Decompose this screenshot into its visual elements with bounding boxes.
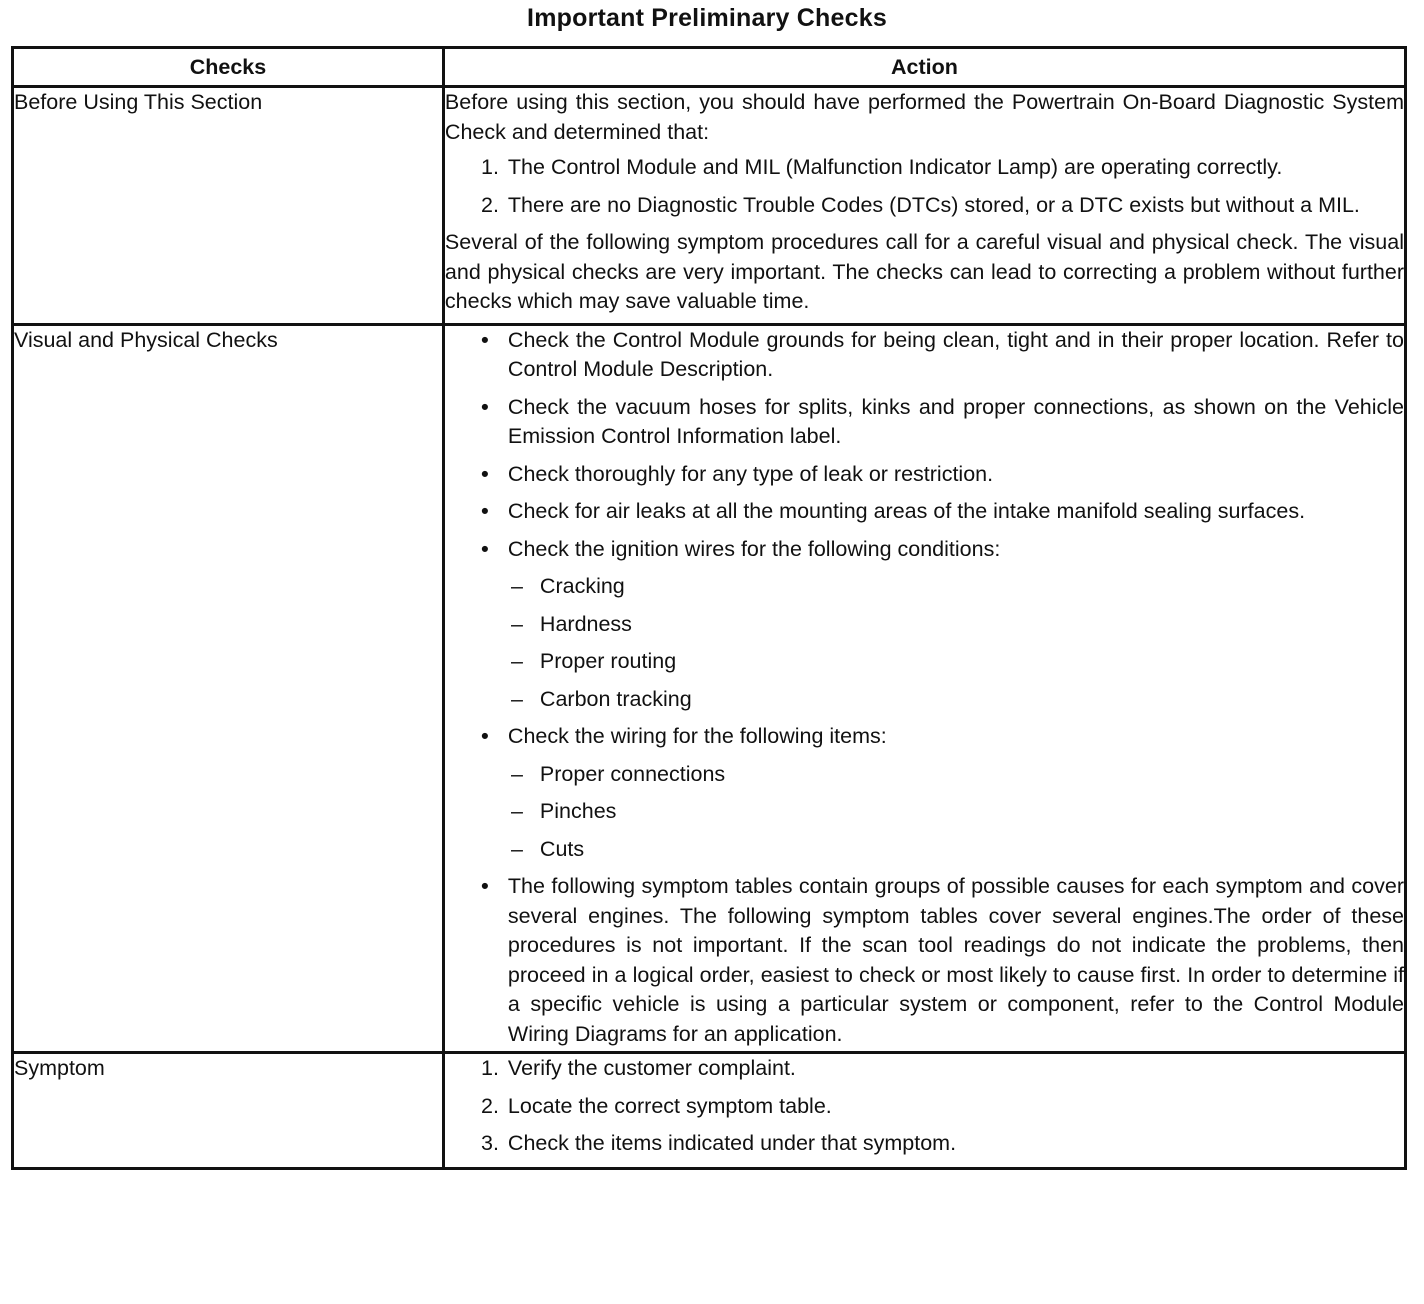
list-item [445,872,1404,1049]
list-item [445,835,1404,865]
step-text: Check the items indicated under that symptom. [507,1131,957,1155]
list-item [445,685,1404,715]
ignition-conditions-list [445,572,1404,714]
list-item [445,460,1404,490]
list-item [445,760,1404,790]
dash-icon: – [510,686,523,711]
bullet-text: Check the Control Module grounds for being clean, tight and in their proper location. Refer to Control Module Description. [507,327,1404,381]
list-item [445,1129,1404,1159]
step-number: 2. [480,192,499,217]
step-number: 1. [480,155,499,179]
bullet-icon: • [481,499,489,523]
outro-paragraph: Several of the following symptom procedures call for a careful visual and physical check. The visual and physical checks are very important. The checks can lead to correcting a problem without further checks which may save valuable time. [444,230,1404,313]
bullet-list [445,722,1404,752]
list-item [445,535,1404,565]
list-item [445,153,1404,183]
header-row [13,48,1406,87]
list-item [445,497,1404,527]
header-checks: Checks [13,48,444,87]
bullet-text: The following symptom tables contain groups of possible causes for each symptom and cover several engines. The following symptom tables cover several engines.The order of these procedures is not important. If the scan tool readings do not indicate the problems, then proceed in a logical order, easiest to check or most likely to cause first. In order to determine if a specific vehicle is using a particular system or component, refer to the Control Module Wiring Diagrams for an application. [507,874,1404,1046]
step-number: 3. [480,1131,499,1155]
step-number: 1. [480,1056,499,1080]
preliminary-checks-table [11,46,1407,1170]
condition-text: Cracking [539,574,625,598]
dash-icon: – [510,761,523,786]
table-row-before-using [13,87,1406,325]
list-item [445,797,1404,827]
bullet-text: Check the wiring for the following items: [507,724,887,748]
table-row-visual-physical [13,324,1406,1053]
step-number: 2. [480,1093,499,1118]
header-action: Action [443,48,1405,87]
dash-icon: – [510,611,523,636]
dash-icon: – [510,649,523,673]
bullet-icon: • [481,394,489,419]
dash-icon: – [510,799,523,823]
bullet-icon: • [481,874,489,898]
list-item [445,572,1404,602]
check-cell: Symptom [13,1053,444,1169]
dash-icon: – [510,836,523,861]
action-cell [443,87,1405,325]
condition-text: Proper routing [539,649,677,673]
intro-paragraph: Before using this section, you should have performed the Powertrain On-Board Diagnostic System Check and determined that: [444,90,1404,144]
list-item [445,610,1404,640]
list-item [445,647,1404,677]
numbered-list [445,1054,1404,1159]
wiring-item-text: Proper connections [539,761,726,786]
dash-icon: – [510,574,523,598]
bullet-icon: • [481,724,489,748]
list-item [445,191,1404,221]
bullet-text: Check for air leaks at all the mounting areas of the intake manifold sealing surfaces. [507,499,1306,523]
list-item [445,326,1404,385]
bullet-list [445,872,1404,1049]
wiring-items-list [445,760,1404,865]
bullet-icon: • [481,327,489,352]
wiring-item-text: Cuts [539,836,585,861]
bullet-text: Check the ignition wires for the following conditions: [507,536,1001,561]
bullet-text: Check the vacuum hoses for splits, kinks and proper connections, as shown on the Vehicle Emission Control Information label. [507,394,1404,448]
list-item [445,1092,1404,1122]
list-item [445,393,1404,452]
condition-text: Hardness [539,611,632,636]
bullet-text: Check thoroughly for any type of leak or restriction. [507,461,994,486]
step-text: The Control Module and MIL (Malfunction Indicator Lamp) are operating correctly. [507,155,1283,179]
bullet-icon: • [481,461,489,486]
action-cell [443,1053,1405,1169]
page-title: Important Preliminary Checks [527,4,887,32]
numbered-list [445,153,1404,220]
wiring-item-text: Pinches [539,799,617,823]
check-cell: Before Using This Section [13,87,444,325]
step-text: Verify the customer complaint. [507,1056,796,1080]
action-cell [443,324,1405,1053]
condition-text: Carbon tracking [539,686,692,711]
table-row-symptom [13,1053,1406,1169]
list-item [445,1054,1404,1084]
bullet-icon: • [481,536,489,561]
step-text: Locate the correct symptom table. [507,1093,832,1118]
list-item [445,722,1404,752]
bullet-list [445,326,1404,565]
check-cell: Visual and Physical Checks [13,324,444,1053]
step-text: There are no Diagnostic Trouble Codes (DTCs) stored, or a DTC exists but without a MIL. [507,192,1360,217]
